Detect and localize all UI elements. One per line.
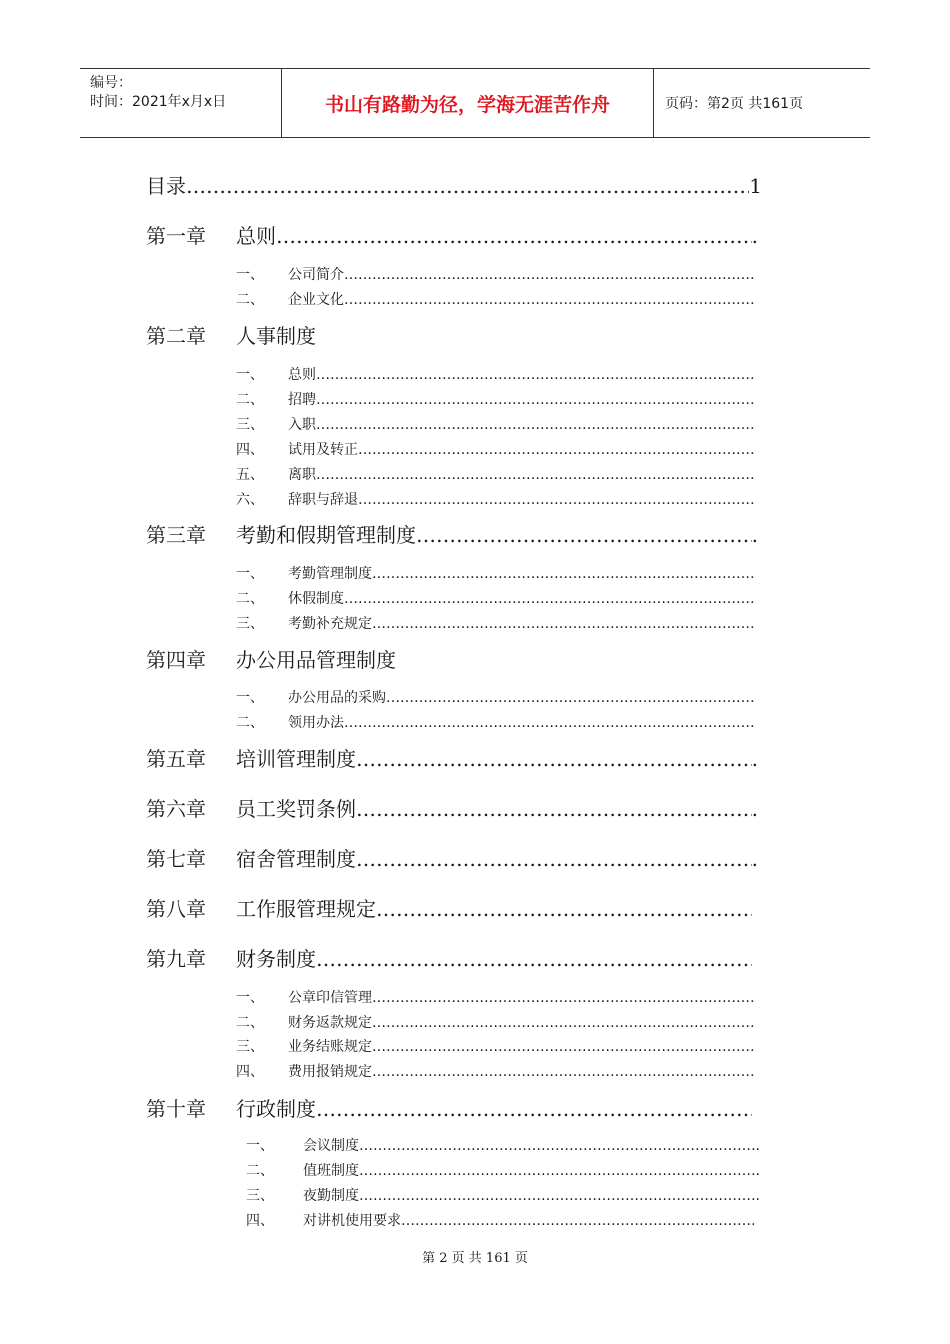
leader-dots <box>276 224 752 248</box>
chapter-number: 第五章 <box>146 747 206 771</box>
chapter-title: 办公用品管理制度 <box>236 648 396 672</box>
toc-title-row[interactable] <box>146 170 762 199</box>
toc-chapter-row[interactable] <box>146 843 758 872</box>
leader-dots <box>344 591 754 607</box>
leader-dots <box>372 990 754 1006</box>
leader-dots <box>359 1163 751 1179</box>
leader-dots <box>416 523 752 547</box>
section-number: 四、 <box>246 1213 274 1229</box>
section-number: 一、 <box>236 566 264 582</box>
section-number: 六、 <box>236 492 264 508</box>
section-page: .. <box>751 1138 760 1154</box>
section-number: 四、 <box>236 1064 264 1080</box>
section-number: 二、 <box>236 1015 264 1031</box>
leader-dots <box>358 442 754 458</box>
chapter-page: . <box>751 797 758 821</box>
toc-section-row[interactable] <box>236 588 760 608</box>
section-number: 三、 <box>246 1188 274 1204</box>
leader-dots <box>186 174 749 198</box>
toc-section-row[interactable] <box>236 613 760 633</box>
toc-title-page: 1 <box>749 174 762 198</box>
section-number: 一、 <box>246 1138 274 1154</box>
leader-dots <box>372 616 754 632</box>
chapter-title: 培训管理制度 <box>236 747 356 771</box>
toc-section-row[interactable] <box>236 414 760 434</box>
section-title: 业务结账规定 <box>288 1039 372 1055</box>
section-title: 办公用品的采购 <box>288 690 386 706</box>
section-title: 试用及转正 <box>288 442 358 458</box>
leader-dots <box>372 1064 754 1080</box>
chapter-title: 人事制度 <box>236 324 316 348</box>
toc-chapter-row[interactable] <box>146 893 758 922</box>
chapter-page: . <box>751 224 758 248</box>
toc-chapter-row[interactable] <box>146 793 758 822</box>
toc-chapter-row[interactable] <box>146 220 758 249</box>
leader-dots <box>376 897 752 921</box>
section-number: 二、 <box>236 292 264 308</box>
leader-dots <box>386 690 754 706</box>
chapter-number: 第一章 <box>146 224 206 248</box>
leader-dots <box>356 797 752 821</box>
chapter-title: 总则 <box>236 224 276 248</box>
leader-dots <box>372 1015 754 1031</box>
toc-section-row[interactable] <box>236 1012 760 1032</box>
section-title: 总则 <box>288 367 316 383</box>
section-title: 对讲机使用要求 <box>303 1213 401 1229</box>
leader-dots <box>359 1138 751 1154</box>
section-number: 五、 <box>236 467 264 483</box>
toc-section-row[interactable] <box>236 289 760 309</box>
chapter-number: 第十章 <box>146 1097 206 1121</box>
toc-section-row[interactable] <box>236 439 760 459</box>
section-page: .. <box>751 1188 760 1204</box>
section-title: 领用办法 <box>288 715 344 731</box>
toc-chapter-row[interactable] <box>146 743 758 772</box>
chapter-title: 工作服管理规定 <box>236 897 376 921</box>
section-title: 离职 <box>288 467 316 483</box>
toc-section-row[interactable] <box>236 1036 760 1056</box>
toc-chapter-row[interactable] <box>146 519 758 548</box>
chapter-number: 第八章 <box>146 897 206 921</box>
toc-chapter-row[interactable] <box>146 320 758 349</box>
toc-section-row[interactable] <box>236 264 760 284</box>
leader-dots <box>344 715 754 731</box>
toc-title: 目录 <box>146 174 186 198</box>
leader-dots <box>316 417 754 433</box>
section-number: 一、 <box>236 267 264 283</box>
section-number: 一、 <box>236 367 264 383</box>
section-page: .. <box>751 1163 760 1179</box>
leader-dots <box>356 747 752 771</box>
leader-dots <box>372 1039 754 1055</box>
section-title: 休假制度 <box>288 591 344 607</box>
chapter-page: . <box>751 847 758 871</box>
section-number: 二、 <box>236 392 264 408</box>
toc-section-row[interactable] <box>236 687 760 707</box>
section-number: 二、 <box>246 1163 274 1179</box>
chapter-title: 考勤和假期管理制度 <box>236 523 416 547</box>
toc-chapter-row[interactable] <box>146 1093 758 1122</box>
chapter-page: . <box>751 747 758 771</box>
section-title: 辞职与辞退 <box>288 492 358 508</box>
chapter-number: 第六章 <box>146 797 206 821</box>
page-footer: 第 2 页 共 161 页 <box>422 1251 528 1266</box>
leader-dots <box>316 947 752 971</box>
section-number: 二、 <box>236 591 264 607</box>
section-title: 入职 <box>288 417 316 433</box>
section-title: 夜勤制度 <box>303 1188 359 1204</box>
toc-section-row[interactable] <box>236 389 760 409</box>
section-number: 一、 <box>236 690 264 706</box>
leader-dots <box>401 1213 754 1229</box>
section-title: 值班制度 <box>303 1163 359 1179</box>
section-title: 公章印信管理 <box>288 990 372 1006</box>
toc-section-row[interactable] <box>246 1160 760 1180</box>
leader-dots <box>316 1097 752 1121</box>
chapter-number: 第四章 <box>146 648 206 672</box>
toc-chapter-row[interactable] <box>146 943 758 972</box>
section-title: 公司简介 <box>288 267 344 283</box>
section-number: 三、 <box>236 1039 264 1055</box>
toc-section-row[interactable] <box>236 563 760 583</box>
section-title: 会议制度 <box>303 1138 359 1154</box>
chapter-title: 宿舍管理制度 <box>236 847 356 871</box>
chapter-number: 第九章 <box>146 947 206 971</box>
toc-section-row[interactable] <box>236 712 760 732</box>
chapter-title: 财务制度 <box>236 947 316 971</box>
leader-dots <box>359 1188 751 1204</box>
chapter-number: 第七章 <box>146 847 206 871</box>
toc-section-row[interactable] <box>236 464 760 484</box>
section-title: 财务返款规定 <box>288 1015 372 1031</box>
chapter-title: 员工奖罚条例 <box>236 797 356 821</box>
leader-dots <box>372 566 754 582</box>
chapter-number: 第三章 <box>146 523 206 547</box>
toc-section-row[interactable] <box>246 1210 760 1230</box>
section-title: 企业文化 <box>288 292 344 308</box>
leader-dots <box>316 367 754 383</box>
toc-section-row[interactable] <box>236 987 760 1007</box>
section-number: 一、 <box>236 990 264 1006</box>
toc-chapter-row[interactable] <box>146 644 758 673</box>
toc-section-row[interactable] <box>236 1061 760 1081</box>
page-info: 页码：第2页 共161页 <box>665 96 804 112</box>
section-number: 三、 <box>236 417 264 433</box>
leader-dots <box>358 492 754 508</box>
motto: 书山有路勤为径，学海无涯苦作舟 <box>282 69 654 137</box>
section-number: 四、 <box>236 442 264 458</box>
leader-dots <box>344 292 754 308</box>
chapter-title: 行政制度 <box>236 1097 316 1121</box>
toc-section-row[interactable] <box>236 364 760 384</box>
number-label: 编号： <box>90 75 132 91</box>
leader-dots <box>316 467 754 483</box>
toc-section-row[interactable] <box>236 489 760 509</box>
leader-dots <box>316 392 754 408</box>
date-label: 时间：2021年x月x日 <box>90 94 227 110</box>
section-number: 三、 <box>236 616 264 632</box>
toc-section-row[interactable] <box>246 1185 760 1205</box>
leader-dots <box>344 267 754 283</box>
chapter-number: 第二章 <box>146 324 206 348</box>
toc-section-row[interactable] <box>246 1135 760 1155</box>
chapter-page: . <box>751 523 758 547</box>
section-title: 考勤补充规定 <box>288 616 372 632</box>
leader-dots <box>356 847 752 871</box>
section-title: 考勤管理制度 <box>288 566 372 582</box>
section-number: 二、 <box>236 715 264 731</box>
section-title: 费用报销规定 <box>288 1064 372 1080</box>
section-title: 招聘 <box>288 392 316 408</box>
